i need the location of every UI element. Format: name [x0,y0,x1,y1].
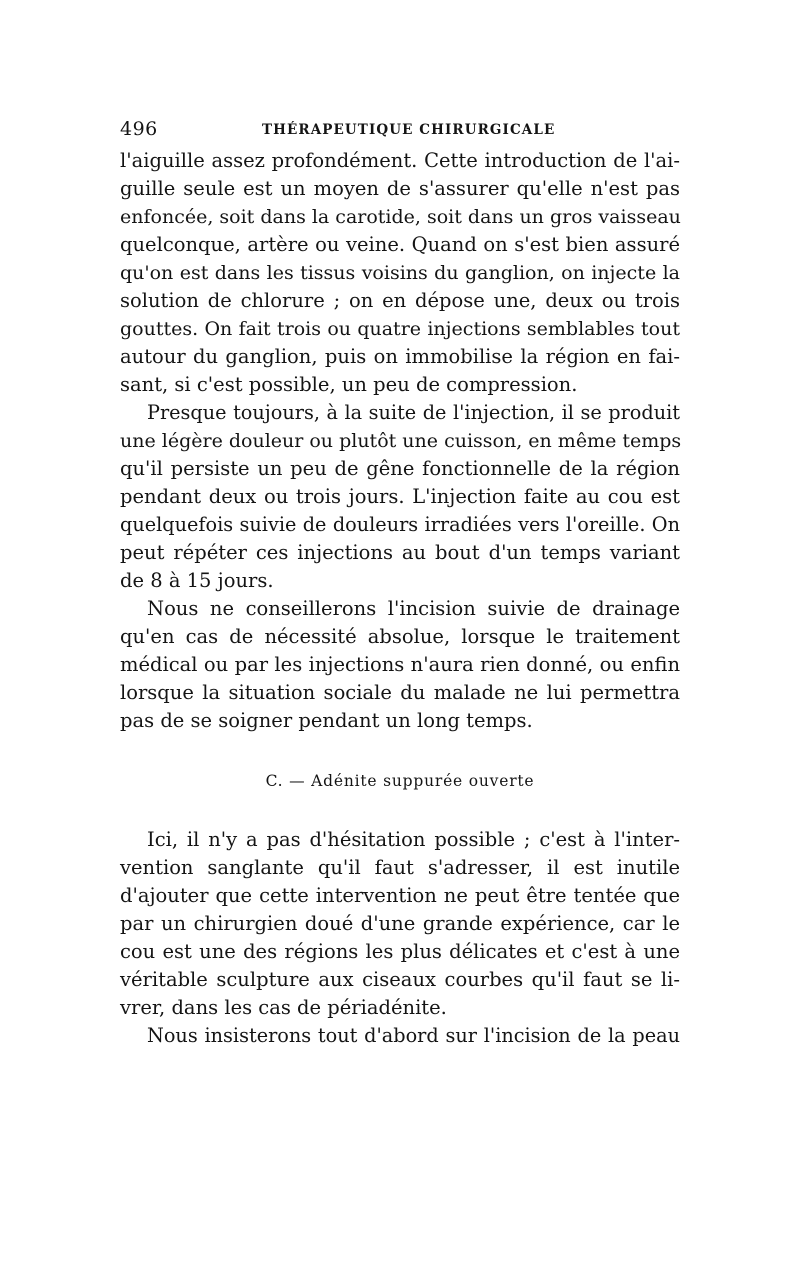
text-line: gouttes. On fait trois ou quatre injections semblables tout [120,318,680,340]
running-head [120,116,680,142]
text-line: médical ou par les injections n'aura rien donné, ou enfin [120,653,680,676]
running-title: THÉRAPEUTIQUE CHIRURGICALE [262,122,556,138]
section-heading: C. — Adénite suppurée ouverte [265,772,535,790]
text-line: véritable sculpture aux ciseaux courbes qu'il faut se li- [120,968,680,991]
text-line: Presque toujours, à la suite de l'injection, il se produit [147,401,680,424]
text-line: solution de chlorure ; on en dépose une, deux ou trois [120,289,680,312]
text-line: guille seule est un moyen de s'assurer qu'elle n'est pas [120,177,680,200]
text-line: lorsque la situation sociale du malade ne lui permettra [120,681,680,704]
text-line: cou est une des régions les plus délicates et c'est à une [120,940,680,963]
text-line: qu'il persiste un peu de gêne fonctionnelle de la région [120,457,680,480]
text-line: d'ajouter que cette intervention ne peut être tentée que [120,884,680,907]
text-line: quelconque, artère ou veine. Quand on s'est bien assuré [120,233,680,256]
text-line: enfoncée, soit dans la carotide, soit dans un gros vaisseau [120,206,681,228]
text-line: vrer, dans les cas de périadénite. [120,996,447,1019]
text-line: qu'on est dans les tissus voisins du ganglion, on injecte la [120,262,680,284]
text-line: par un chirurgien doué d'une grande expérience, car le [120,912,680,935]
text-line: pas de se soigner pendant un long temps. [120,709,533,732]
text-line: Ici, il n'y a pas d'hésitation possible ; c'est à l'inter- [147,828,680,851]
text-line: pendant deux ou trois jours. L'injection faite au cou est [120,485,680,508]
text-line: de 8 à 15 jours. [120,569,274,592]
text-line: autour du ganglion, puis on immobilise la région en fai- [120,345,680,368]
text-line: vention sanglante qu'il faut s'adresser, il est inutile [120,856,680,879]
text-line: peut répéter ces injections au bout d'un temps variant [120,541,680,564]
text-line: une légère douleur ou plutôt une cuisson, en même temps [120,430,682,452]
text-line: sant, si c'est possible, un peu de compression. [120,373,578,396]
page-number: 496 [120,118,158,140]
text-line: Nous insisterons tout d'abord sur l'incision de la peau [147,1024,680,1047]
text-line: l'aiguille assez profondément. Cette introduction de l'ai- [120,149,680,172]
text-line: quelquefois suivie de douleurs irradiées vers l'oreille. On [120,513,680,536]
text-line: Nous ne conseillerons l'incision suivie de drainage [147,597,680,620]
text-line: qu'en cas de nécessité absolue, lorsque le traitement [120,625,680,648]
